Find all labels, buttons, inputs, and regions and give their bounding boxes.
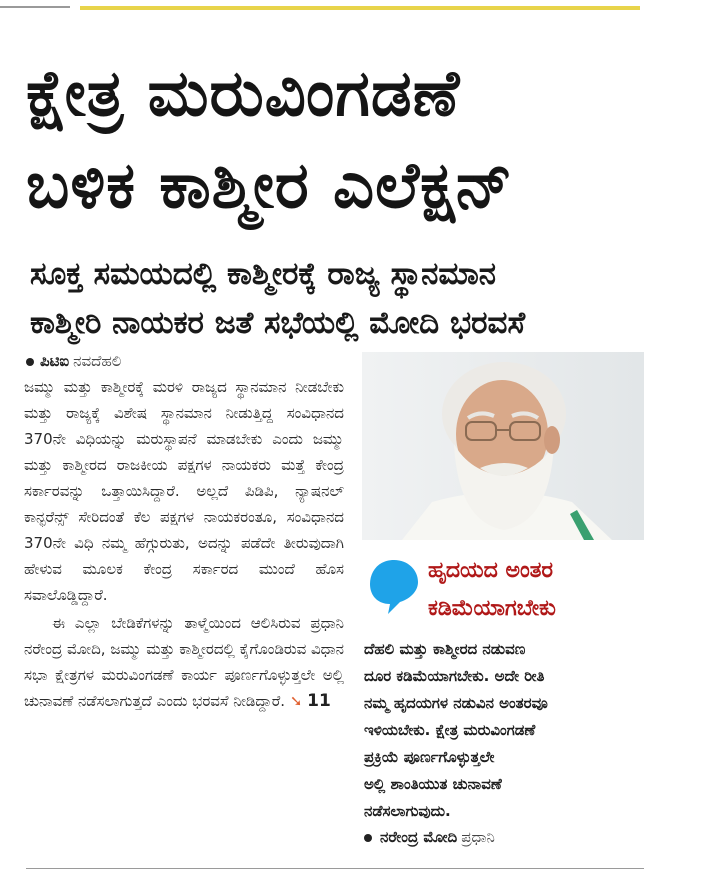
continued-arrow-icon: ➘: [289, 692, 303, 710]
article-paragraph-1: ಜಮ್ಮು ಮತ್ತು ಕಾಶ್ಮೀರಕ್ಕೆ ಮರಳಿ ರಾಜ್ಯದ ಸ್ಥಾನಮಾನ ನೀಡಬೇಕು ಮತ್ತು ರಾಜ್ಯಕ್ಕೆ ವಿಶೇಷ ಸ್ಥಾನಮಾನ ನೀಡುತ್ತಿದ್ದ ಸಂವಿಧಾನದ 370ನೇ ವಿಧಿಯನ್ನು ಮರುಸ್ಥಾಪನೆ ಮಾಡಬೇಕು ಎಂದು ಜಮ್ಮು ಮತ್ತು ಕಾಶ್ಮೀರದ ರಾಜಕೀಯ ಪಕ್ಷಗಳ ನಾಯಕರು ಮತ್ತೆ ಕೇಂದ್ರ ಸರ್ಕಾರವನ್ನು ಒತ್ತಾಯಿಸಿದ್ದಾರೆ. ಅಲ್ಲದೆ ಪಿಡಿಪಿ, ನ್ಯಾಷನಲ್ ಕಾನ್ಫರೆನ್ಸ್ ಸೇರಿದಂತೆ ಕೆಲ ಪಕ್ಷಗಳ ನಾಯಕರಂತೂ, ಸಂವಿಧಾನದ 370ನೇ ವಿಧಿ ನಮ್ಮ ಹೆಗ್ಗುರುತು, ಅದನ್ನು ಪಡೆದೇ ತೀರುವುದಾಗಿ ಹೇಳುವ ಮೂಲಕ ಕೇಂದ್ರ ಸರ್ಕಾರದ ಮುಂದೆ ಹೊಸ ಸವಾಲೊಡ್ಡಿದ್ದಾರೆ.: [24, 378, 344, 604]
byline-agency: ಪಿಟಿಐ: [40, 352, 70, 370]
bullet-icon: [364, 834, 372, 842]
portrait-illustration: [362, 352, 644, 540]
quote-line: ದೂರ ಕಡಿಮೆಯಾಗಬೇಕು. ಅದೇ ರೀತಿ: [364, 667, 545, 685]
subheadline-line-1: ಸೂಕ್ತ ಸಮಯದಲ್ಲಿ ಕಾಶ್ಮೀರಕ್ಕೆ ರಾಜ್ಯ ಸ್ಥಾನಮಾನ: [30, 256, 497, 292]
quote-body: [364, 636, 644, 825]
portrait-photo: [362, 352, 644, 540]
article-paragraph-2: [24, 610, 344, 714]
headline-line-1: ಕ್ಷೇತ್ರ ಮರುವಿಂಗಡಣೆ: [26, 57, 461, 131]
speech-quote-icon: [366, 556, 422, 616]
quote-speaker: ನರೇಂದ್ರ ಮೋದಿ: [380, 828, 458, 846]
quote-title-line-1: ಹೃದಯದ ಅಂತರ: [428, 558, 554, 583]
quote-speaker-role: ಪ್ರಧಾನಿ: [461, 828, 495, 846]
continued-page-number[interactable]: 11: [307, 691, 331, 711]
quote-line: ನಡೆಸಲಾಗುವುದು.: [364, 802, 451, 820]
quote-line: ನಮ್ಮ ಹೃದಯಗಳ ನಡುವಿನ ಅಂತರವೂ: [364, 694, 548, 712]
byline-place: ನವದೆಹಲಿ: [73, 352, 122, 370]
byline: [26, 352, 121, 370]
headline-line-2: ಬಳಿಕ ಕಾಶ್ಮೀರ ಎಲೆಕ್ಷನ್: [26, 149, 514, 223]
quote-title-line-2: ಕಡಿಮೆಯಾಗಬೇಕು: [428, 596, 556, 621]
top-rule-gold: [80, 6, 640, 10]
subheadline-line-2: ಕಾಶ್ಮೀರಿ ನಾಯಕರ ಜತೆ ಸಭೆಯಲ್ಲಿ ಮೋದಿ ಭರವಸೆ: [30, 305, 526, 341]
article-body: [24, 374, 344, 716]
top-rule: [0, 0, 720, 12]
quote-title: [428, 552, 658, 628]
bottom-rule: [26, 868, 644, 869]
quote-attribution: [364, 828, 495, 846]
subheadline: [30, 250, 660, 348]
quote-line: ದೆಹಲಿ ಮತ್ತು ಕಾಶ್ಮೀರದ ನಡುವಣ: [364, 640, 526, 658]
top-rule-grey: [0, 6, 70, 8]
article-paragraph-2-text: ಈ ಎಲ್ಲಾ ಬೇಡಿಕೆಗಳನ್ನು ತಾಳ್ಮೆಯಿಂದ ಆಲಿಸಿರುವ ಪ್ರಧಾನಿ ನರೇಂದ್ರ ಮೋದಿ, ಜಮ್ಮು ಮತ್ತು ಕಾಶ್ಮೀರದಲ್ಲಿ ಕೈಗೊಂಡಿರುವ ವಿಧಾನ ಸಭಾ ಕ್ಷೇತ್ರಗಳ ಮರುವಿಂಗಡಣೆ ಕಾರ್ಯ ಪೂರ್ಣಗೊಳ್ಳುತ್ತಲೇ ಅಲ್ಲಿ ಚುನಾವಣೆ ನಡೆಸಲಾಗುತ್ತದೆ ಎಂದು ಭರವಸೆ ನೀಡಿದ್ದಾರೆ.: [24, 614, 344, 710]
bullet-icon: [26, 358, 34, 366]
quote-line: ಪ್ರಕ್ರಿಯೆ ಪೂರ್ಣಗೊಳ್ಳುತ್ತಲೇ: [364, 748, 495, 766]
quote-line: ಇಳಿಯಬೇಕು. ಕ್ಷೇತ್ರ ಮರುವಿಂಗಡಣೆ: [364, 721, 536, 739]
headline: [26, 48, 666, 232]
quote-line: ಅಲ್ಲಿ ಶಾಂತಿಯುತ ಚುನಾವಣೆ: [364, 775, 502, 793]
